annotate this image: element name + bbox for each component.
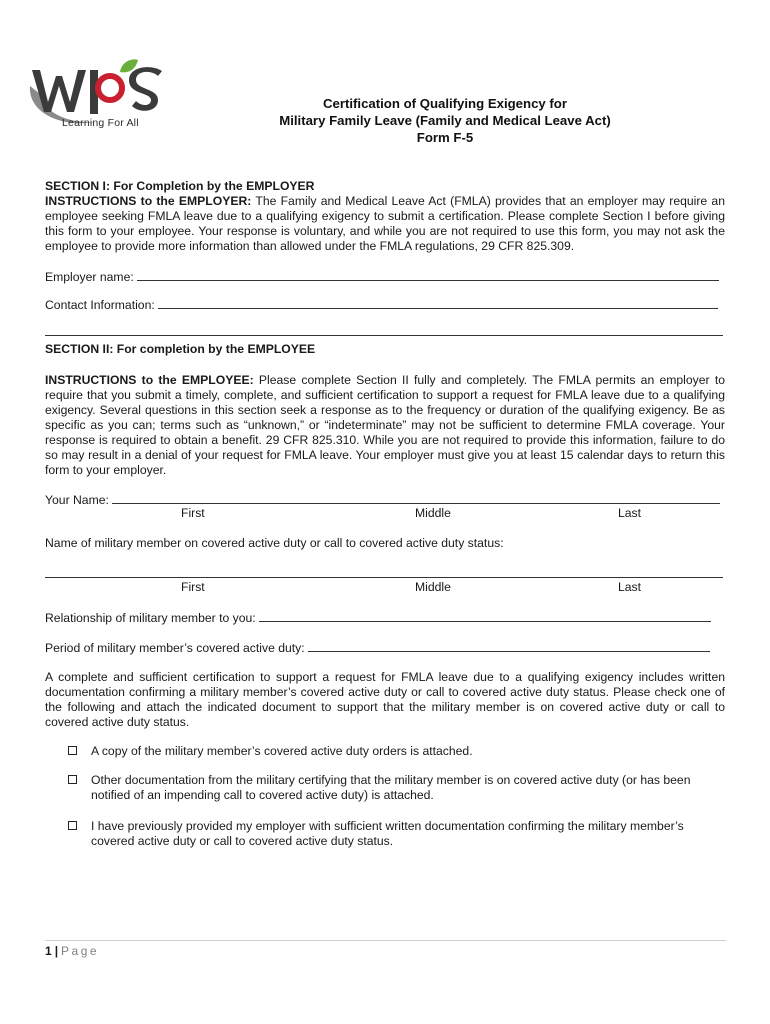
section-1: [45, 179, 725, 254]
section-2-instructions-text: Please complete Section II fully and completely. The FMLA permits an employer to require that you submit a timely, complete, and sufficient certification to support a request for FMLA leave due to a qualifying exigency. Several questions in this section seek a response as to the frequency or duration of the qualifying exigency. Be as specific as you can; terms such as “unknown,” or “indeterminate” may not be sufficient to determine FMLA coverage. Your response is required to obtain a benefit. 29 CFR 825.310. While you are not required to provide this information, failure to do so may result in a denial of your request for FMLA leave. Your employer must give you at least 15 calendar days to return this form to your employer.: [45, 373, 725, 477]
period-field[interactable]: [45, 640, 725, 656]
your-name-middle: Middle: [415, 506, 451, 520]
military-member-name-label-row: [45, 536, 725, 551]
section-2-heading: SECTION II: For completion by the EMPLOYEE: [45, 342, 316, 356]
title-line-2: Military Family Leave (Family and Medical Leave Act): [279, 113, 611, 128]
form-title: [200, 95, 690, 146]
option-previously-provided-label: I have previously provided my employer with sufficient written documentation confirming the military member’s covered active duty or call to covered active duty status.: [91, 819, 684, 848]
military-member-name-field[interactable]: [45, 566, 725, 580]
contact-info-line-1[interactable]: [158, 297, 718, 309]
option-previously-provided-checkbox[interactable]: [68, 821, 77, 830]
page-word: Page: [61, 944, 100, 958]
military-member-name-label: Name of military member on covered active duty or call to covered active duty status:: [45, 536, 504, 550]
employer-name-field[interactable]: [45, 269, 725, 285]
section-2-heading-block: [45, 342, 725, 357]
section-2-instructions-label: INSTRUCTIONS to the EMPLOYEE:: [45, 373, 254, 387]
logo-letter-p-bowl: [98, 76, 122, 100]
relationship-label: Relationship of military member to you:: [45, 611, 256, 625]
relationship-field[interactable]: [45, 610, 725, 626]
military-member-middle: Middle: [415, 580, 451, 594]
section-1-instructions: [45, 194, 725, 254]
relationship-line[interactable]: [259, 610, 711, 622]
your-name-label: Your Name:: [45, 493, 109, 507]
logo-letter-s: [129, 67, 162, 111]
section-1-instructions-text: The Family and Medical Leave Act (FMLA) provides that an employer may require an employee seeking FMLA leave due to a qualifying exigency to submit a certification. Please complete Section I before giving this form to your employee. Your response is voluntary, and while you are not required to use this form, you may not ask the employee to provide more information than allowed under the FMLA regulations, 29 CFR 825.309.: [45, 194, 725, 253]
logo-tagline: Learning For All: [62, 117, 139, 129]
contact-info-field[interactable]: [45, 297, 725, 313]
section-2-instructions-block: [45, 373, 725, 478]
section-1-instructions-label: INSTRUCTIONS to the EMPLOYER:: [45, 194, 252, 208]
page-footer: [45, 944, 99, 959]
title-line-3: Form F-5: [416, 130, 474, 145]
option-other-documentation-checkbox[interactable]: [68, 775, 77, 784]
your-name-line[interactable]: [112, 492, 720, 504]
military-member-name-line[interactable]: [45, 566, 723, 578]
your-name-parts: [45, 506, 725, 521]
military-member-name-parts: [45, 580, 725, 595]
contact-info-label: Contact Information:: [45, 298, 155, 312]
option-duty-orders-checkbox[interactable]: [68, 746, 77, 755]
employer-name-line[interactable]: [137, 269, 719, 281]
period-line[interactable]: [308, 640, 710, 652]
page-number: 1: [45, 944, 52, 958]
contact-info-line-2[interactable]: [45, 324, 723, 336]
documentation-block: [45, 670, 725, 730]
your-name-last: Last: [618, 506, 642, 520]
page-separator: |: [54, 944, 59, 958]
documentation-text: A complete and sufficient certification to support a request for FMLA leave due to a qualifying exigency includes written documentation confirming a military member’s covered active duty or call to covered active duty status. Please check one of the following and attach the indicated document to support that the military member is on covered active duty or call to covered active duty status.: [45, 670, 725, 729]
option-other-documentation-label: Other documentation from the military certifying that the military member is on covered active duty (or has been notified of an impending call to covered active duty) is attached.: [91, 773, 691, 802]
military-member-first: First: [181, 580, 205, 594]
title-line-1: Certification of Qualifying Exigency for: [322, 96, 567, 111]
military-member-last: Last: [618, 580, 642, 594]
contact-info-field-2[interactable]: [45, 324, 725, 338]
your-name-first: First: [181, 506, 205, 520]
section-1-heading: SECTION I: For Completion by the EMPLOYER: [45, 179, 315, 193]
section-2-instructions: [45, 373, 725, 478]
option-duty-orders-label: A copy of the military member’s covered active duty orders is attached.: [91, 744, 473, 758]
employer-name-label: Employer name:: [45, 270, 134, 284]
footer-divider: [45, 940, 726, 941]
period-label: Period of military member’s covered active duty:: [45, 641, 305, 655]
